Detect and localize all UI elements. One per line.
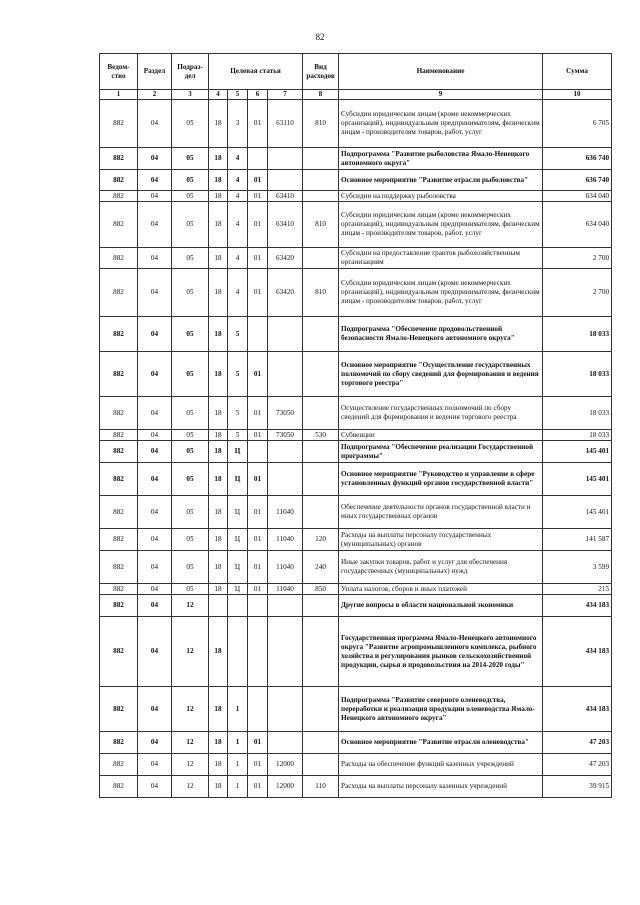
name-cell: Основное мероприятие "Осуществление государственных полномочий по сбору сведений для формирования и ведения торгового реестра" (339, 352, 543, 397)
program-cell: 18 (209, 754, 228, 776)
subsection-cell: 05 (172, 551, 209, 584)
sum-cell: 145 401 (543, 441, 612, 463)
expense-type-cell (303, 732, 339, 754)
header-target: Целевая статья (209, 54, 303, 90)
subsection-cell: 05 (172, 191, 209, 202)
section-cell: 04 (138, 617, 172, 687)
dept-cell: 882 (100, 463, 138, 496)
direction-cell: 63420 (268, 248, 303, 269)
subsection-cell: 05 (172, 148, 209, 170)
section-cell: 04 (138, 100, 172, 148)
subsection-cell: 05 (172, 397, 209, 430)
subprogram-cell: 4 (228, 202, 248, 248)
section-cell: 04 (138, 776, 172, 798)
name-cell: Подпрограмма "Обеспечение продовольственной безопасности Ямало-Ненецкого автономного округа" (339, 317, 543, 352)
section-cell: 04 (138, 317, 172, 352)
dept-cell: 882 (100, 732, 138, 754)
table-row (100, 148, 612, 170)
subsection-cell: 05 (172, 529, 209, 551)
table-row (100, 397, 612, 430)
name-cell: Субсидии юридическим лицам (кроме некоммерческих организаций), индивидуальным предпринимателям, физическим лицам - производителям товаров, работ, услуг (339, 100, 543, 148)
sum-cell: 634 040 (543, 202, 612, 248)
column-number: 8 (303, 90, 339, 100)
table-row (100, 170, 612, 191)
direction-cell: 11040 (268, 529, 303, 551)
direction-cell (268, 170, 303, 191)
subprogram-cell: 5 (228, 317, 248, 352)
subsection-cell: 12 (172, 754, 209, 776)
dept-cell: 882 (100, 617, 138, 687)
activity-cell (248, 617, 268, 687)
program-cell: 18 (209, 584, 228, 595)
direction-cell: 73050 (268, 430, 303, 441)
column-number: 5 (228, 90, 248, 100)
subprogram-cell: 3 (228, 100, 248, 148)
dept-cell: 882 (100, 496, 138, 529)
subsection-cell: 05 (172, 202, 209, 248)
dept-cell: 882 (100, 397, 138, 430)
subsection-cell: 12 (172, 617, 209, 687)
direction-cell (268, 317, 303, 352)
column-number: 7 (268, 90, 303, 100)
sum-cell: 18 033 (543, 352, 612, 397)
activity-cell: 01 (248, 170, 268, 191)
activity-cell: 01 (248, 529, 268, 551)
subprogram-cell: 4 (228, 170, 248, 191)
program-cell: 18 (209, 430, 228, 441)
table-row (100, 191, 612, 202)
program-cell: 18 (209, 269, 228, 317)
sum-cell: 39 915 (543, 776, 612, 798)
dept-cell: 882 (100, 687, 138, 732)
section-cell: 04 (138, 441, 172, 463)
column-number: 6 (248, 90, 268, 100)
expense-type-cell (303, 687, 339, 732)
program-cell: 18 (209, 776, 228, 798)
subprogram-cell: 5 (228, 352, 248, 397)
activity-cell: 01 (248, 496, 268, 529)
name-cell: Осуществление государственных полномочий по сбору сведений для формирования и ведения торгового реестра (339, 397, 543, 430)
name-cell: Подпрограмма "Развитие рыболовства Ямало-Ненецкого автономного округа" (339, 148, 543, 170)
table-row (100, 352, 612, 397)
activity-cell: 01 (248, 584, 268, 595)
table-row (100, 617, 612, 687)
dept-cell: 882 (100, 441, 138, 463)
section-cell: 04 (138, 687, 172, 732)
expense-type-cell: 810 (303, 202, 339, 248)
subprogram-cell: 4 (228, 248, 248, 269)
direction-cell (268, 352, 303, 397)
table-row (100, 269, 612, 317)
expense-type-cell (303, 352, 339, 397)
header-dept: Ведом-ство (100, 54, 138, 90)
section-cell: 04 (138, 191, 172, 202)
dept-cell: 882 (100, 100, 138, 148)
subprogram-cell: 1 (228, 687, 248, 732)
table-body (100, 100, 612, 798)
name-cell: Уплата налогов, сборов и иных платежей (339, 584, 543, 595)
direction-cell: 11040 (268, 496, 303, 529)
section-cell: 04 (138, 754, 172, 776)
section-cell: 04 (138, 170, 172, 191)
subprogram-cell (228, 617, 248, 687)
subsection-cell: 05 (172, 496, 209, 529)
activity-cell (248, 441, 268, 463)
header-subsection: Подраз-дел (172, 54, 209, 90)
dept-cell: 882 (100, 248, 138, 269)
program-cell: 18 (209, 463, 228, 496)
expense-type-cell: 120 (303, 529, 339, 551)
activity-cell: 01 (248, 463, 268, 496)
program-cell (209, 595, 228, 617)
column-numbers-row (100, 90, 612, 100)
table-row (100, 317, 612, 352)
dept-cell: 882 (100, 317, 138, 352)
expense-type-cell (303, 170, 339, 191)
name-cell: Обеспечение деятельности органов государственной власти и иных государственных органов (339, 496, 543, 529)
subsection-cell: 12 (172, 595, 209, 617)
sum-cell: 145 401 (543, 496, 612, 529)
activity-cell: 01 (248, 269, 268, 317)
sum-cell: 47 203 (543, 754, 612, 776)
name-cell: Иные закупки товаров, работ и услуг для обеспечения государственных (муниципальных) нужд (339, 551, 543, 584)
dept-cell: 882 (100, 776, 138, 798)
header-expense-type: Вид расходов (303, 54, 339, 90)
expense-type-cell: 240 (303, 551, 339, 584)
program-cell: 18 (209, 352, 228, 397)
table-row (100, 100, 612, 148)
expense-type-cell (303, 441, 339, 463)
program-cell: 18 (209, 397, 228, 430)
name-cell: Расходы на выплаты персоналу казенных учреждений (339, 776, 543, 798)
table-row (100, 754, 612, 776)
expense-type-cell: 810 (303, 100, 339, 148)
expense-type-cell: 810 (303, 269, 339, 317)
subsection-cell: 12 (172, 776, 209, 798)
program-cell: 18 (209, 148, 228, 170)
program-cell: 18 (209, 496, 228, 529)
subprogram-cell: 5 (228, 397, 248, 430)
column-number: 9 (339, 90, 543, 100)
section-cell: 04 (138, 496, 172, 529)
expense-type-cell (303, 148, 339, 170)
column-number: 1 (100, 90, 138, 100)
subsection-cell: 12 (172, 687, 209, 732)
column-number: 4 (209, 90, 228, 100)
sum-cell: 18 033 (543, 317, 612, 352)
direction-cell (268, 617, 303, 687)
expense-type-cell: 110 (303, 776, 339, 798)
direction-cell (268, 441, 303, 463)
expense-type-cell: 530 (303, 430, 339, 441)
dept-cell: 882 (100, 529, 138, 551)
table-row (100, 529, 612, 551)
table-row (100, 496, 612, 529)
page-number: 82 (315, 32, 325, 42)
direction-cell (268, 732, 303, 754)
expense-type-cell (303, 191, 339, 202)
sum-cell: 636 740 (543, 170, 612, 191)
direction-cell (268, 595, 303, 617)
program-cell: 18 (209, 100, 228, 148)
table-row (100, 248, 612, 269)
section-cell: 04 (138, 202, 172, 248)
table-row (100, 202, 612, 248)
name-cell: Субсидии юридическим лицам (кроме некоммерческих организаций), индивидуальным предпринимателям, физическим лицам - производителям товаров, работ, услуг (339, 202, 543, 248)
name-cell: Основное мероприятие "Развитие отрасли оленеводства" (339, 732, 543, 754)
subprogram-cell: 4 (228, 191, 248, 202)
direction-cell: 11040 (268, 551, 303, 584)
name-cell: Субсидии на предоставление грантов рыбохозяйственным организациям (339, 248, 543, 269)
dept-cell: 882 (100, 551, 138, 584)
name-cell: Подпрограмма "Обеспечение реализации Государственной программы" (339, 441, 543, 463)
column-number: 2 (138, 90, 172, 100)
expense-type-cell (303, 463, 339, 496)
activity-cell: 01 (248, 776, 268, 798)
activity-cell (248, 317, 268, 352)
dept-cell: 882 (100, 595, 138, 617)
sum-cell: 6 705 (543, 100, 612, 148)
column-number: 10 (543, 90, 612, 100)
section-cell: 04 (138, 584, 172, 595)
direction-cell: 12000 (268, 754, 303, 776)
section-cell: 04 (138, 463, 172, 496)
activity-cell: 01 (248, 191, 268, 202)
name-cell: Субсидии на поддержку рыболовства (339, 191, 543, 202)
activity-cell: 01 (248, 352, 268, 397)
program-cell: 18 (209, 687, 228, 732)
program-cell: 18 (209, 202, 228, 248)
subsection-cell: 05 (172, 317, 209, 352)
subsection-cell: 05 (172, 352, 209, 397)
dept-cell: 882 (100, 191, 138, 202)
name-cell: Основное мероприятие "Развитие отрасли рыболовства" (339, 170, 543, 191)
subsection-cell: 05 (172, 584, 209, 595)
table-row (100, 551, 612, 584)
name-cell: Расходы на обеспечение функций казенных учреждений (339, 754, 543, 776)
sum-cell: 215 (543, 584, 612, 595)
expense-type-cell (303, 397, 339, 430)
section-cell: 04 (138, 397, 172, 430)
dept-cell: 882 (100, 170, 138, 191)
sum-cell: 434 183 (543, 687, 612, 732)
direction-cell: 63420 (268, 269, 303, 317)
subprogram-cell: 1 (228, 732, 248, 754)
subprogram-cell (228, 595, 248, 617)
direction-cell: 63110 (268, 100, 303, 148)
activity-cell: 01 (248, 100, 268, 148)
sum-cell: 47 203 (543, 732, 612, 754)
subsection-cell: 05 (172, 170, 209, 191)
subprogram-cell: 4 (228, 148, 248, 170)
name-cell: Субсидии юридическим лицам (кроме некоммерческих организаций), индивидуальным предпринимателям, физическим лицам - производителям товаров, работ, услуг (339, 269, 543, 317)
program-cell: 18 (209, 248, 228, 269)
program-cell: 18 (209, 529, 228, 551)
subsection-cell: 05 (172, 463, 209, 496)
expense-type-cell (303, 595, 339, 617)
dept-cell: 882 (100, 430, 138, 441)
name-cell: Основное мероприятие "Руководство и управление в сфере установленных функций органов государственной власти" (339, 463, 543, 496)
table-row (100, 441, 612, 463)
header-row (100, 54, 612, 90)
section-cell: 04 (138, 551, 172, 584)
subsection-cell: 05 (172, 269, 209, 317)
dept-cell: 882 (100, 269, 138, 317)
activity-cell: 01 (248, 732, 268, 754)
direction-cell: 12000 (268, 776, 303, 798)
sum-cell: 141 587 (543, 529, 612, 551)
subprogram-cell: Ц (228, 496, 248, 529)
dept-cell: 882 (100, 148, 138, 170)
activity-cell: 01 (248, 551, 268, 584)
name-cell: Подпрограмма "Развитие северного оленеводства, переработки и реализация продукции оленеводства Ямало-Ненецкого автономного округа" (339, 687, 543, 732)
expense-type-cell (303, 248, 339, 269)
sum-cell: 434 183 (543, 595, 612, 617)
table-row (100, 595, 612, 617)
header-sum: Сумма (543, 54, 612, 90)
program-cell: 18 (209, 191, 228, 202)
expense-type-cell (303, 496, 339, 529)
dept-cell: 882 (100, 352, 138, 397)
table-row (100, 430, 612, 441)
section-cell: 04 (138, 352, 172, 397)
sum-cell: 3 599 (543, 551, 612, 584)
subprogram-cell: 4 (228, 269, 248, 317)
table-row (100, 687, 612, 732)
program-cell: 18 (209, 732, 228, 754)
direction-cell (268, 148, 303, 170)
sum-cell: 434 183 (543, 617, 612, 687)
sum-cell: 634 040 (543, 191, 612, 202)
name-cell: Расходы на выплаты персоналу государственных (муниципальных) органов (339, 529, 543, 551)
table-row (100, 732, 612, 754)
subprogram-cell: Ц (228, 529, 248, 551)
activity-cell: 01 (248, 397, 268, 430)
subprogram-cell: 1 (228, 754, 248, 776)
program-cell: 18 (209, 170, 228, 191)
activity-cell: 01 (248, 430, 268, 441)
expense-type-cell (303, 754, 339, 776)
subsection-cell: 12 (172, 732, 209, 754)
direction-cell: 63410 (268, 202, 303, 248)
subprogram-cell: Ц (228, 551, 248, 584)
section-cell: 04 (138, 430, 172, 441)
activity-cell (248, 595, 268, 617)
section-cell: 04 (138, 595, 172, 617)
program-cell: 18 (209, 441, 228, 463)
section-cell: 04 (138, 529, 172, 551)
header-name: Наименование (339, 54, 543, 90)
sum-cell: 18 033 (543, 430, 612, 441)
activity-cell: 01 (248, 248, 268, 269)
table-row (100, 776, 612, 798)
header-section: Раздел (138, 54, 172, 90)
table-row (100, 584, 612, 595)
dept-cell: 882 (100, 202, 138, 248)
sum-cell: 636 740 (543, 148, 612, 170)
subprogram-cell: Ц (228, 441, 248, 463)
activity-cell (248, 687, 268, 732)
direction-cell (268, 687, 303, 732)
section-cell: 04 (138, 269, 172, 317)
program-cell: 18 (209, 551, 228, 584)
direction-cell: 73050 (268, 397, 303, 430)
direction-cell: 11040 (268, 584, 303, 595)
sum-cell: 2 700 (543, 248, 612, 269)
activity-cell: 01 (248, 754, 268, 776)
section-cell: 04 (138, 732, 172, 754)
activity-cell (248, 148, 268, 170)
program-cell: 18 (209, 317, 228, 352)
name-cell: Субвенции (339, 430, 543, 441)
sum-cell: 18 033 (543, 397, 612, 430)
subsection-cell: 05 (172, 441, 209, 463)
subprogram-cell: Ц (228, 584, 248, 595)
subsection-cell: 05 (172, 100, 209, 148)
dept-cell: 882 (100, 754, 138, 776)
subprogram-cell: 5 (228, 430, 248, 441)
direction-cell: 63410 (268, 191, 303, 202)
expense-type-cell: 850 (303, 584, 339, 595)
subprogram-cell: Ц (228, 463, 248, 496)
expense-type-cell (303, 317, 339, 352)
table-row (100, 463, 612, 496)
program-cell: 18 (209, 617, 228, 687)
sum-cell: 2 700 (543, 269, 612, 317)
expense-type-cell (303, 617, 339, 687)
subsection-cell: 05 (172, 248, 209, 269)
column-number: 3 (172, 90, 209, 100)
sum-cell: 145 401 (543, 463, 612, 496)
section-cell: 04 (138, 248, 172, 269)
name-cell: Другие вопросы в области национальной экономики (339, 595, 543, 617)
budget-table (99, 53, 612, 798)
subprogram-cell: 1 (228, 776, 248, 798)
subsection-cell: 05 (172, 430, 209, 441)
section-cell: 04 (138, 148, 172, 170)
dept-cell: 882 (100, 584, 138, 595)
name-cell: Государственная программа Ямало-Ненецкого автономного округа "Развитие агропромышленного комплекса, рыбного хозяйства и регулирования рынков сельскохозяйственной продукции, сырья и продовольствия на 2014-2020 годы" (339, 617, 543, 687)
direction-cell (268, 463, 303, 496)
activity-cell: 01 (248, 202, 268, 248)
